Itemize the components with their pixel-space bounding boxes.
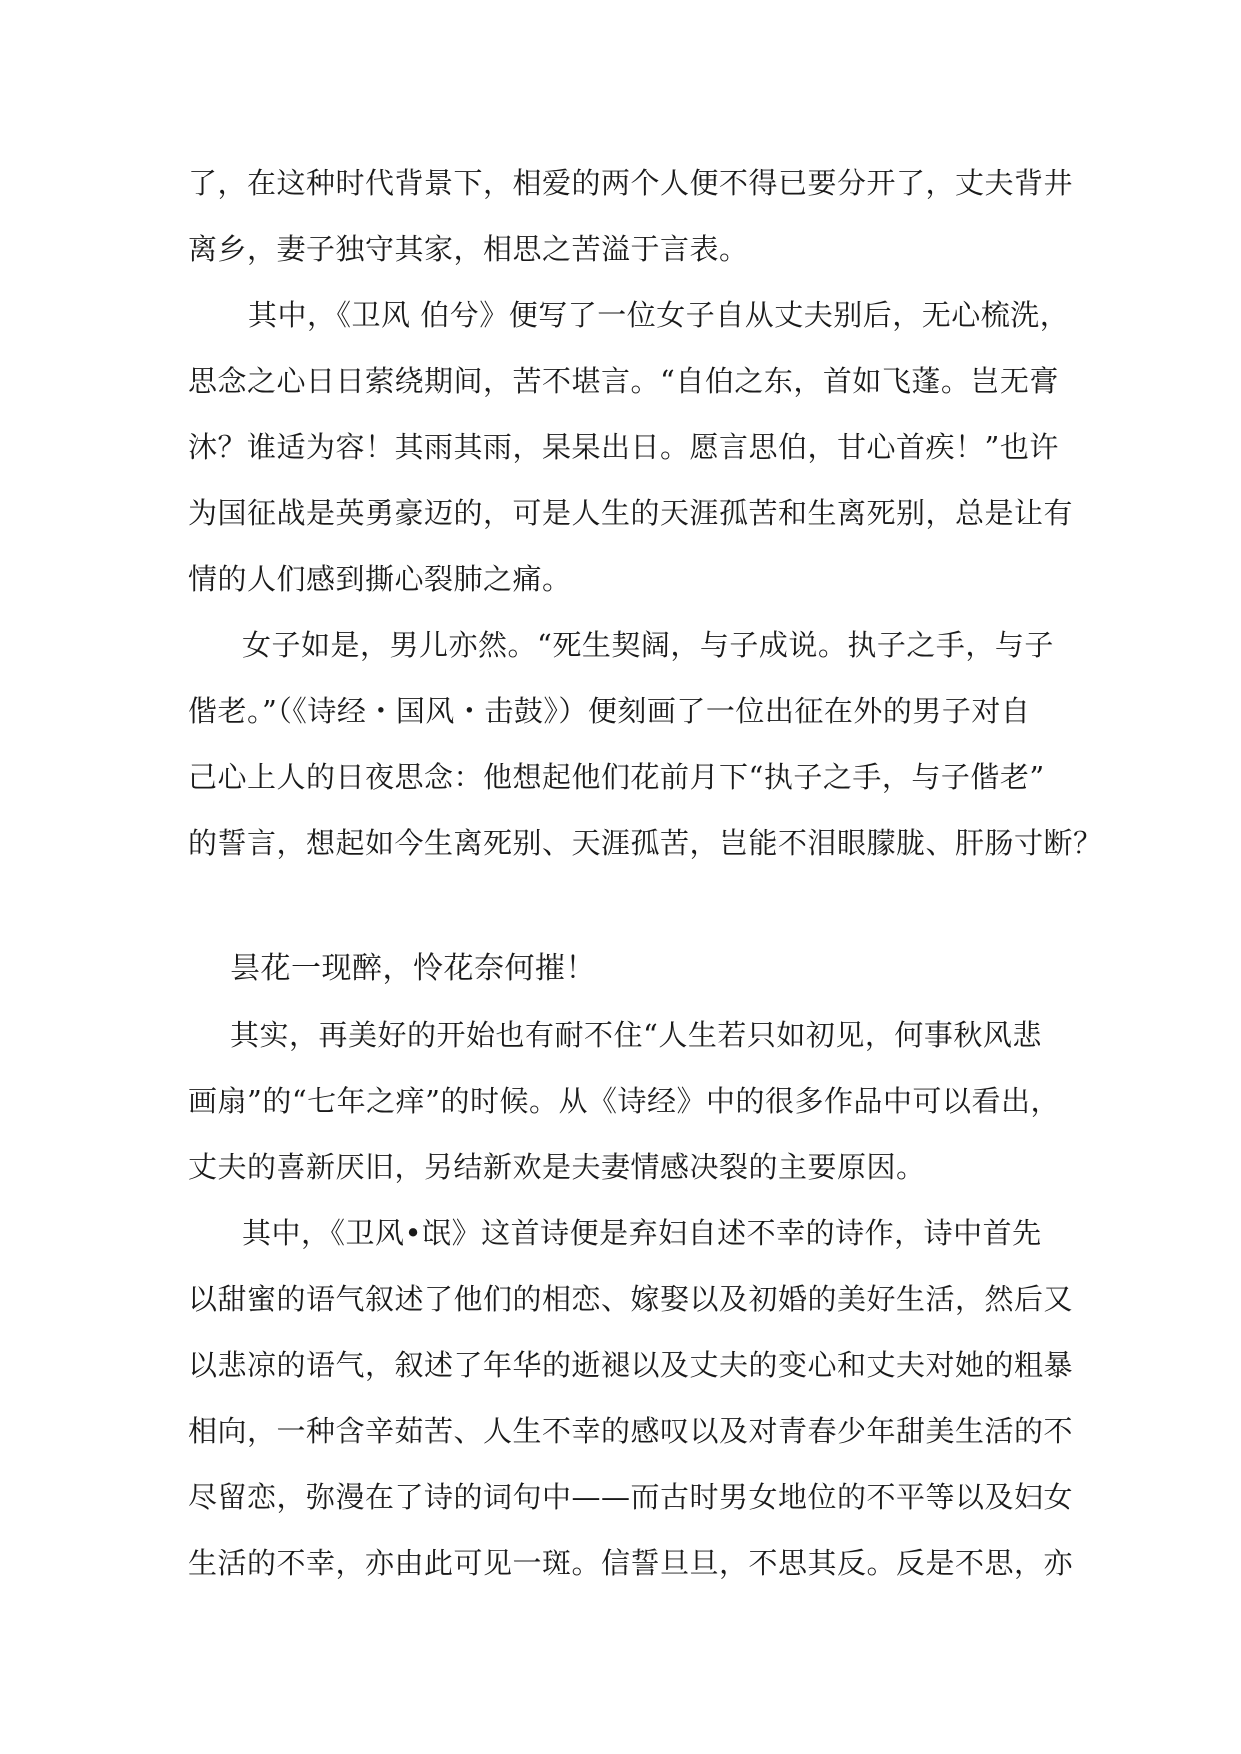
paragraph-4 (188, 1002, 1058, 1200)
text-line: 己心上人的日夜思念：他想起他们花前月下“执子之手，与子偕老” (188, 760, 1045, 794)
text-line: 尽留恋，弥漫在了诗的词句中——而古时男女地位的不平等以及妇女 (188, 1480, 1074, 1514)
text-line: 画扇”的“七年之痒”的时候。从《诗经》中的很多作品中可以看出， (188, 1084, 1060, 1118)
text-line: 情的人们感到撕心裂肺之痛。 (188, 562, 572, 596)
text-line: 女子如是，男儿亦然。“死生契阔，与子成说。执子之手，与子 (242, 628, 1054, 662)
text-line: 偕老。”（《诗经・国风・击鼓》）便刻画了一位出征在外的男子对自 (188, 694, 1031, 728)
section-gap (188, 876, 1058, 936)
text-line: 以甜蜜的语气叙述了他们的相恋、嫁娶以及初婚的美好生活，然后又 (188, 1282, 1074, 1316)
section-heading: 昙花一现醉，怜花奈何摧！ (230, 951, 596, 986)
text-line: 离乡，妻子独守其家，相思之苦溢于言表。 (188, 232, 749, 266)
text-line: 思念之心日日萦绕期间，苦不堪言。“自伯之东，首如飞蓬。岂无膏 (188, 364, 1059, 398)
paragraph-2 (188, 282, 1074, 612)
paragraph-5 (188, 1200, 1074, 1596)
text-line: 丈夫的喜新厌旧，另结新欢是夫妻情感决裂的主要原因。 (188, 1150, 926, 1184)
text-line: 其中，《卫风•氓》这首诗便是弃妇自述不幸的诗作，诗中首先 (242, 1216, 1042, 1250)
text-line: 的誓言，想起如今生离死别、天涯孤苦，岂能不泪眼朦胧、肝肠寸断？ (188, 826, 1103, 860)
document-page (188, 150, 1103, 1596)
text-line: 其中，《卫风 伯兮》便写了一位女子自从丈夫别后，无心梳洗， (248, 298, 1070, 332)
text-line: 其实，再美好的开始也有耐不住“人生若只如初见，何事秋风悲 (230, 1018, 1042, 1052)
text-line: 生活的不幸，亦由此可见一斑。信誓旦旦，不思其反。反是不思，亦 (188, 1546, 1074, 1580)
paragraph-3 (188, 612, 1103, 876)
text-line: 为国征战是英勇豪迈的，可是人生的天涯孤苦和生离死别，总是让有 (188, 496, 1074, 530)
paragraph-1 (188, 150, 1074, 282)
text-line: 了，在这种时代背景下，相爱的两个人便不得已要分开了，丈夫背井 (188, 166, 1074, 200)
text-line: 以悲凉的语气，叙述了年华的逝褪以及丈夫的变心和丈夫对她的粗暴 (188, 1348, 1074, 1382)
text-line: 沐？谁适为容！其雨其雨，杲杲出日。愿言思伯，甘心首疾！”也许 (188, 430, 1059, 464)
text-line: 相向，一种含辛茹苦、人生不幸的感叹以及对青春少年甜美生活的不 (188, 1414, 1074, 1448)
